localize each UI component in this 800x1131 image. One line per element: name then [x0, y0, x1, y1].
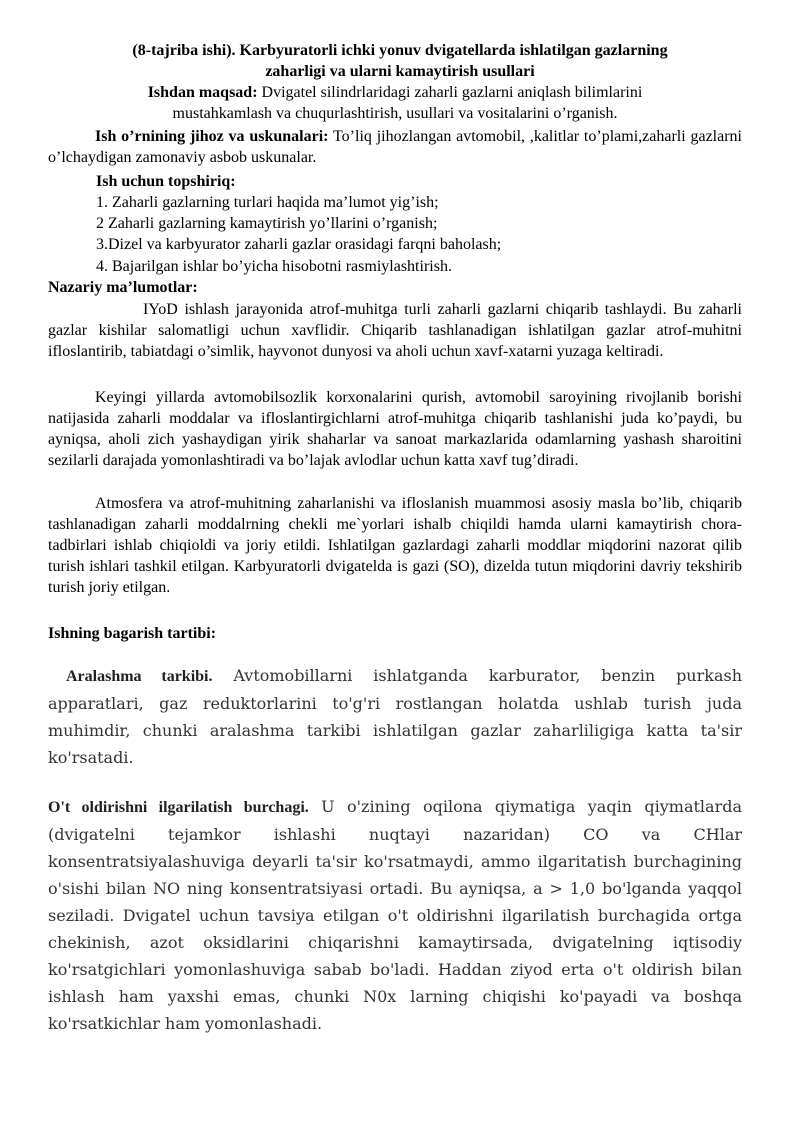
title-line-2: zaharligi va ularni kamaytirish usullari — [265, 63, 535, 80]
task-item-3: 3.Dizel va karbyurator zaharli gazlar orasidagi farqni baholash; — [96, 236, 502, 253]
theory-paragraph-1: IYoD ishlash jarayonida atrof-muhitga turli zaharli gazlarni chiqarib tashlaydi. Bu zaharli gazlar kishilar salomatligi uchun xavflidir. Chiqarib tashlanadigan ishlatilgan gazlar atrof-muhitni ifloslantirib, tabiatdagi o’simlik, hayvonot dunyosi va aholi uchun xavf-xatarni yuzaga keltiradi. — [48, 301, 742, 360]
aim-text-2: mustahkamlash va chuqurlashtirish, usullari va vositalarini o’rganish. — [172, 105, 618, 122]
equipment-label: Ish o’rnining jihoz va uskunalari: — [95, 128, 329, 145]
aim-section — [48, 82, 742, 124]
theory-label: Nazariy ma’lumotlar: — [48, 279, 198, 296]
theory-paragraph-3: Atmosfera va atrof-muhitning zaharlanishi va ifloslanish muammosi asosiy masla bo’lib, chiqarib tashlanadigan zaharli moddalrning chekli me`yorlari ishalb chiqildi hamda ularni kamaytirish chora-tadbirlari ishlab chiqioldi va joriy etildi. Ishlatilgan gazlardagi zaharli moddlar miqdorini nazorat qilib turish ishlari tashkil etilgan. Karbyuratorli dvigatelda is gazi (SO), dizelda tutun miqdorini davriy tekshirib turish joriy etilgan. — [48, 495, 742, 596]
mixture-lead: Aralashma tarkibi. — [66, 668, 213, 685]
task-label: Ish uchun topshiriq: — [96, 173, 236, 190]
ignition-paragraph — [48, 793, 742, 1037]
theory-paragraph-2: Keyingi yillarda avtomobilsozlik korxonalarini qurish, avtomobil saroyining rivojlanib borishi natijasida zaharli moddalar va ifloslantirgichlarni atrof-muhitga chiqarib tashlanishi juda ko’paydi, bu ayniqsa, aholi zich yashaydigan yirik shaharlar va sanoat markazlarida odamlarning yashash sharoitini sezilarli darajada yomonlashtiradi va bo’lajak avlodlar uchun katta xavf tug’diradi. — [48, 389, 742, 469]
ignition-text: U o'zining oqilona qiymatiga yaqin qiymatlarda (dvigatelni tejamkor ishlashi nuqtayi nazaridan) CO va CHlar konsentratsiyalashuviga deyarli ta'sir ko'rsatmaydi, ammo ilgaritatish burchagining o'sishi bilan NO ning konsentratsiyasi ortadi. Bu ayniqsa, a > 1,0 bo'lganda yaqqol seziladi. Dvigatel uchun tavsiya etilgan o't oldirishni ilgarilatish burchagida ortga chekinish, azot oksidlarini chiqarishni kamaytirsada, dvigatelning iqtisodiy ko'rsatgichlari yomonlashuviga sabab bo'ladi. Haddan ziyod erta o't oldirish bilan ishlash ham yaxshi emas, chunki N0x larning chiqishi ko'payadi va boshqa ko'rsatkichlar ham yomonlashadi. — [48, 797, 743, 1033]
task-item-1: 1. Zaharli gazlarning turlari haqida ma’lumot yig’ish; — [96, 194, 439, 211]
mixture-text: Avtomobillarni ishlatganda karburator, benzin purkash apparatlari, gaz reduktorlarini to'g'ri rostlangan holatda ushlab turish juda muhimdir, chunki aralashma tarkibi ishlatilgan gazlar zaharliligiga katta ta'sir ko'rsatadi. — [48, 666, 743, 767]
document-title — [48, 40, 752, 82]
procedure-label: Ishning bagarish tartibi: — [48, 625, 217, 642]
task-item-2: 2 Zaharli gazlarning kamaytirish yo’llarini o’rganish; — [96, 215, 438, 232]
task-item-4: 4. Bajarilgan ishlar bo’yicha hisobotni rasmiylashtirish. — [96, 258, 452, 275]
mixture-paragraph — [48, 662, 742, 771]
equipment-section — [48, 126, 742, 168]
aim-text-1: Dvigatel silindrlaridagi zaharli gazlarni aniqlash bilimlarini — [257, 84, 643, 101]
title-line-1: (8-tajriba ishi). Karbyuratorli ichki yonuv dvigatellarda ishlatilgan gazlarning — [132, 42, 668, 59]
aim-label: Ishdan maqsad: — [147, 84, 258, 101]
ignition-lead: O't oldirishni ilgarilatish burchagi. — [48, 799, 309, 816]
equipment-text: To’liq jihozlangan avtomobil, ,kalitlar to’plami,zaharli gazlarni o’lchaydigan zamonaviy asbob uskunalar. — [48, 128, 742, 166]
